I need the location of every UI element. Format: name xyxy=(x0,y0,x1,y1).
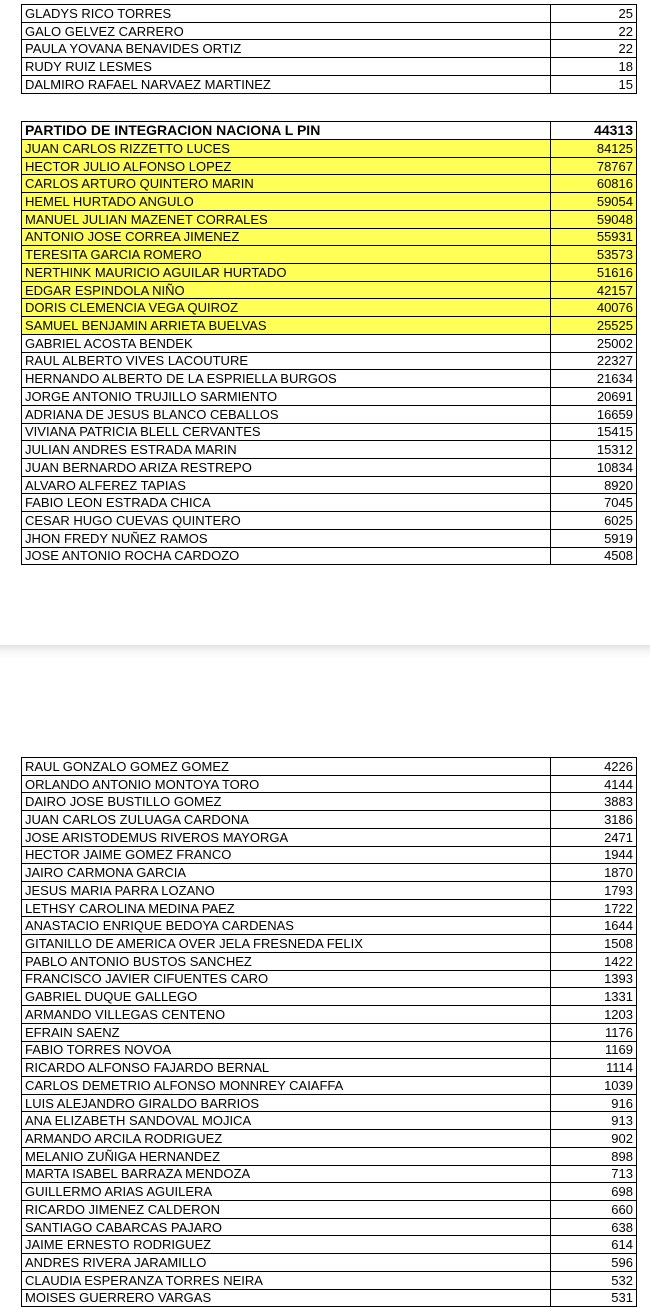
table-row xyxy=(22,1041,637,1059)
table-row xyxy=(22,423,637,441)
candidate-name: MARTA ISABEL BARRAZA MENDOZA xyxy=(22,1165,551,1183)
table-row xyxy=(22,1236,637,1254)
table-row xyxy=(22,512,637,530)
table-row xyxy=(22,228,637,246)
vote-count: 7045 xyxy=(551,494,637,512)
candidate-name: GABRIEL ACOSTA BENDEK xyxy=(22,334,551,352)
candidate-name: FABIO TORRES NOVOA xyxy=(22,1041,551,1059)
vote-count: 15415 xyxy=(551,423,637,441)
candidate-name: FABIO LEON ESTRADA CHICA xyxy=(22,494,551,512)
vote-count: 1644 xyxy=(551,917,637,935)
table-row xyxy=(22,899,637,917)
vote-count: 4508 xyxy=(551,547,637,565)
vote-count: 614 xyxy=(551,1236,637,1254)
candidate-name: NERTHINK MAURICIO AGUILAR HURTADO xyxy=(22,264,551,282)
table-row xyxy=(22,58,637,76)
vote-count: 22 xyxy=(551,40,637,58)
candidate-name: JESUS MARIA PARRA LOZANO xyxy=(22,882,551,900)
vote-count: 60816 xyxy=(551,175,637,193)
candidate-name: ADRIANA DE JESUS BLANCO CEBALLOS xyxy=(22,405,551,423)
table-row xyxy=(22,935,637,953)
table-row xyxy=(22,476,637,494)
candidate-name: JULIAN ANDRES ESTRADA MARIN xyxy=(22,441,551,459)
candidate-name: ANA ELIZABETH SANDOVAL MOJICA xyxy=(22,1112,551,1130)
vote-count: 1944 xyxy=(551,846,637,864)
vote-count: 1169 xyxy=(551,1041,637,1059)
vote-count: 698 xyxy=(551,1183,637,1201)
table-row xyxy=(22,1254,637,1272)
candidate-name: JAIRO CARMONA GARCIA xyxy=(22,864,551,882)
table-row xyxy=(22,1218,637,1236)
table-row xyxy=(22,828,637,846)
table-row xyxy=(22,1271,637,1289)
vote-count: 18 xyxy=(551,58,637,76)
vote-count: 40076 xyxy=(551,299,637,317)
table-row xyxy=(22,1147,637,1165)
table-row xyxy=(22,882,637,900)
vote-count: 913 xyxy=(551,1112,637,1130)
candidate-name: GALO GELVEZ CARRERO xyxy=(22,22,551,40)
vote-count: 20691 xyxy=(551,388,637,406)
vote-count: 3186 xyxy=(551,811,637,829)
candidate-table-continued xyxy=(21,757,637,1307)
vote-count: 1870 xyxy=(551,864,637,882)
table-row xyxy=(22,1059,637,1077)
table-row xyxy=(22,157,637,175)
vote-count: 21634 xyxy=(551,370,637,388)
table-row xyxy=(22,1165,637,1183)
table-row xyxy=(22,1006,637,1024)
table-row xyxy=(22,317,637,335)
vote-count: 10834 xyxy=(551,458,637,476)
vote-count: 84125 xyxy=(551,140,637,158)
table-row xyxy=(22,405,637,423)
candidate-name: JUAN CARLOS RIZZETTO LUCES xyxy=(22,140,551,158)
candidate-name: RAUL ALBERTO VIVES LACOUTURE xyxy=(22,352,551,370)
candidate-name: CLAUDIA ESPERANZA TORRES NEIRA xyxy=(22,1271,551,1289)
table-row xyxy=(22,281,637,299)
table-row xyxy=(22,547,637,565)
candidate-name: PARTIDO DE INTEGRACION NACIONA L PIN xyxy=(22,122,551,140)
table-row xyxy=(22,193,637,211)
table-row xyxy=(22,1023,637,1041)
vote-count: 1508 xyxy=(551,935,637,953)
candidate-name: PAULA YOVANA BENAVIDES ORTIZ xyxy=(22,40,551,58)
vote-count: 53573 xyxy=(551,246,637,264)
candidate-name: HECTOR JAIME GOMEZ FRANCO xyxy=(22,846,551,864)
vote-count: 42157 xyxy=(551,281,637,299)
table-row xyxy=(22,494,637,512)
table-row xyxy=(22,352,637,370)
table-row xyxy=(22,1094,637,1112)
vote-count: 6025 xyxy=(551,512,637,530)
table-row xyxy=(22,1289,637,1307)
vote-count: 4226 xyxy=(551,758,637,776)
table-row xyxy=(22,988,637,1006)
table-row xyxy=(22,811,637,829)
table-row xyxy=(22,334,637,352)
candidate-name: VIVIANA PATRICIA BLELL CERVANTES xyxy=(22,423,551,441)
vote-count: 1114 xyxy=(551,1059,637,1077)
vote-count: 59048 xyxy=(551,210,637,228)
vote-count: 916 xyxy=(551,1094,637,1112)
table-row xyxy=(22,370,637,388)
party-table-pin xyxy=(21,121,637,565)
vote-count: 1331 xyxy=(551,988,637,1006)
table-row xyxy=(22,264,637,282)
candidate-name: GUILLERMO ARIAS AGUILERA xyxy=(22,1183,551,1201)
vote-count: 25002 xyxy=(551,334,637,352)
vote-count: 44313 xyxy=(551,122,637,140)
table-row xyxy=(22,458,637,476)
vote-count: 660 xyxy=(551,1200,637,1218)
candidate-name: MELANIO ZUÑIGA HERNANDEZ xyxy=(22,1147,551,1165)
vote-count: 78767 xyxy=(551,157,637,175)
vote-count: 4144 xyxy=(551,775,637,793)
candidate-name: LUIS ALEJANDRO GIRALDO BARRIOS xyxy=(22,1094,551,1112)
candidate-name: JUAN CARLOS ZULUAGA CARDONA xyxy=(22,811,551,829)
candidate-name: MOISES GUERRERO VARGAS xyxy=(22,1289,551,1307)
candidate-name: HECTOR JULIO ALFONSO LOPEZ xyxy=(22,157,551,175)
table-row xyxy=(22,22,637,40)
vote-count: 3883 xyxy=(551,793,637,811)
table-row xyxy=(22,970,637,988)
vote-count: 1793 xyxy=(551,882,637,900)
table-row xyxy=(22,529,637,547)
candidate-name: CARLOS ARTURO QUINTERO MARIN xyxy=(22,175,551,193)
table-row xyxy=(22,846,637,864)
candidate-name: ARMANDO ARCILA RODRIGUEZ xyxy=(22,1130,551,1148)
table-row xyxy=(22,793,637,811)
candidate-name: EDGAR ESPINDOLA NIÑO xyxy=(22,281,551,299)
candidate-name: JORGE ANTONIO TRUJILLO SARMIENTO xyxy=(22,388,551,406)
vote-count: 902 xyxy=(551,1130,637,1148)
vote-count: 898 xyxy=(551,1147,637,1165)
vote-count: 1393 xyxy=(551,970,637,988)
vote-count: 16659 xyxy=(551,405,637,423)
vote-count: 22327 xyxy=(551,352,637,370)
vote-count: 15312 xyxy=(551,441,637,459)
table-row xyxy=(22,1183,637,1201)
candidate-name: RICARDO ALFONSO FAJARDO BERNAL xyxy=(22,1059,551,1077)
vote-count: 8920 xyxy=(551,476,637,494)
table-row xyxy=(22,864,637,882)
candidate-name: JOSE ARISTODEMUS RIVEROS MAYORGA xyxy=(22,828,551,846)
table-row xyxy=(22,246,637,264)
candidate-name: RAUL GONZALO GOMEZ GOMEZ xyxy=(22,758,551,776)
vote-count: 532 xyxy=(551,1271,637,1289)
table-row xyxy=(22,175,637,193)
candidate-name: ORLANDO ANTONIO MONTOYA TORO xyxy=(22,775,551,793)
vote-count: 713 xyxy=(551,1165,637,1183)
candidate-name: DAIRO JOSE BUSTILLO GOMEZ xyxy=(22,793,551,811)
table-row xyxy=(22,441,637,459)
table-row xyxy=(22,75,637,93)
vote-count: 5919 xyxy=(551,529,637,547)
table-row xyxy=(22,140,637,158)
candidate-name: JAIME ERNESTO RODRIGUEZ xyxy=(22,1236,551,1254)
candidate-name: RICARDO JIMENEZ CALDERON xyxy=(22,1200,551,1218)
table-row xyxy=(22,5,637,23)
candidate-name: ANASTACIO ENRIQUE BEDOYA CARDENAS xyxy=(22,917,551,935)
candidate-name: JOSE ANTONIO ROCHA CARDOZO xyxy=(22,547,551,565)
candidate-name: DORIS CLEMENCIA VEGA QUIROZ xyxy=(22,299,551,317)
candidate-name: TERESITA GARCIA ROMERO xyxy=(22,246,551,264)
vote-count: 22 xyxy=(551,22,637,40)
candidate-name: SANTIAGO CABARCAS PAJARO xyxy=(22,1218,551,1236)
page-break xyxy=(0,645,650,659)
candidate-name: PABLO ANTONIO BUSTOS SANCHEZ xyxy=(22,952,551,970)
table-row xyxy=(22,1200,637,1218)
vote-count: 1203 xyxy=(551,1006,637,1024)
table-row xyxy=(22,40,637,58)
candidate-table-top xyxy=(21,4,637,94)
table-row xyxy=(22,210,637,228)
candidate-name: GABRIEL DUQUE GALLEGO xyxy=(22,988,551,1006)
candidate-name: EFRAIN SAENZ xyxy=(22,1023,551,1041)
candidate-name: SAMUEL BENJAMIN ARRIETA BUELVAS xyxy=(22,317,551,335)
table-row xyxy=(22,299,637,317)
table-row xyxy=(22,1076,637,1094)
candidate-name: CESAR HUGO CUEVAS QUINTERO xyxy=(22,512,551,530)
vote-count: 55931 xyxy=(551,228,637,246)
candidate-name: LETHSY CAROLINA MEDINA PAEZ xyxy=(22,899,551,917)
vote-count: 531 xyxy=(551,1289,637,1307)
candidate-name: RUDY RUIZ LESMES xyxy=(22,58,551,76)
candidate-name: MANUEL JULIAN MAZENET CORRALES xyxy=(22,210,551,228)
candidate-name: DALMIRO RAFAEL NARVAEZ MARTINEZ xyxy=(22,75,551,93)
candidate-name: HERNANDO ALBERTO DE LA ESPRIELLA BURGOS xyxy=(22,370,551,388)
candidate-name: JHON FREDY NUÑEZ RAMOS xyxy=(22,529,551,547)
candidate-name: ALVARO ALFEREZ TAPIAS xyxy=(22,476,551,494)
vote-count: 1176 xyxy=(551,1023,637,1041)
vote-count: 15 xyxy=(551,75,637,93)
vote-count: 596 xyxy=(551,1254,637,1272)
table-row xyxy=(22,758,637,776)
table-row xyxy=(22,388,637,406)
vote-count: 25525 xyxy=(551,317,637,335)
candidate-name: GLADYS RICO TORRES xyxy=(22,5,551,23)
vote-count: 51616 xyxy=(551,264,637,282)
candidate-name: FRANCISCO JAVIER CIFUENTES CARO xyxy=(22,970,551,988)
vote-count: 2471 xyxy=(551,828,637,846)
vote-count: 1422 xyxy=(551,952,637,970)
candidate-name: HEMEL HURTADO ANGULO xyxy=(22,193,551,211)
table-row xyxy=(22,1130,637,1148)
table-row xyxy=(22,952,637,970)
candidate-name: ANDRES RIVERA JARAMILLO xyxy=(22,1254,551,1272)
vote-count: 25 xyxy=(551,5,637,23)
vote-count: 638 xyxy=(551,1218,637,1236)
table-row xyxy=(22,1112,637,1130)
candidate-name: JUAN BERNARDO ARIZA RESTREPO xyxy=(22,458,551,476)
candidate-name: CARLOS DEMETRIO ALFONSO MONNREY CAIAFFA xyxy=(22,1076,551,1094)
candidate-name: ARMANDO VILLEGAS CENTENO xyxy=(22,1006,551,1024)
vote-count: 1722 xyxy=(551,899,637,917)
candidate-name: ANTONIO JOSE CORREA JIMENEZ xyxy=(22,228,551,246)
vote-count: 1039 xyxy=(551,1076,637,1094)
table-row xyxy=(22,917,637,935)
vote-count: 59054 xyxy=(551,193,637,211)
table-row xyxy=(22,775,637,793)
party-header-row xyxy=(22,122,637,140)
candidate-name: GITANILLO DE AMERICA OVER JELA FRESNEDA FELIX xyxy=(22,935,551,953)
